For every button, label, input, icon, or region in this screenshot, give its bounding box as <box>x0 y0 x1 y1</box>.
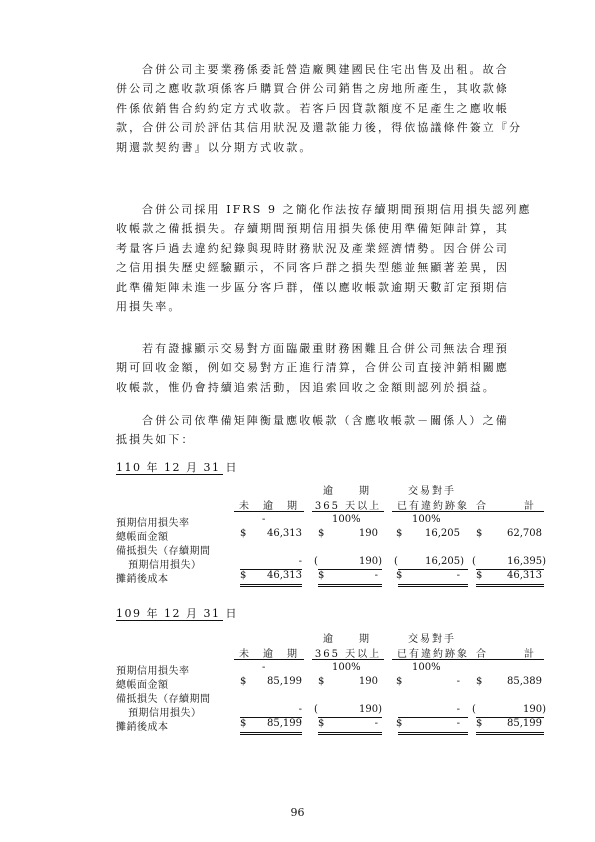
currency-sign: $ <box>318 676 325 687</box>
row-label: 備抵損失（存續期間 <box>116 546 211 557</box>
header-underline <box>234 511 304 512</box>
total-double-underline <box>240 584 302 587</box>
cell-not-overdue: 85,199 <box>267 676 302 687</box>
total-double-underline <box>476 584 544 587</box>
cell-overdue: - <box>374 570 378 581</box>
currency-sign: $ <box>318 528 325 539</box>
paragraph-line: 期可回收金額，例如交易對方正進行清算，合併公司直接沖銷相關應 <box>116 361 509 375</box>
cell-overdue: - <box>374 718 378 729</box>
paragraph-line: 抵損失如下： <box>116 433 195 447</box>
column-header-overdue-top: 逾 期 <box>323 486 371 497</box>
credit-loss-table-2020 <box>116 630 546 740</box>
total-double-underline <box>318 732 382 735</box>
header-underline <box>234 659 304 660</box>
paragraph-line: 之信用損失歷史經驗顯示，不同客戶群之損失型態並無顯著差異，因 <box>116 261 509 275</box>
table-row <box>116 570 546 584</box>
column-header-not-overdue: 未 逾 期 <box>239 649 299 660</box>
cell-not-overdue: - <box>262 514 266 525</box>
column-header-total: 合 計 <box>476 501 536 512</box>
currency-sign: $ <box>476 570 483 581</box>
cell-counterparty: 100% <box>412 514 441 525</box>
table-row <box>116 676 546 690</box>
table-date-heading: 110 年 12 月 31 日 <box>116 461 238 474</box>
currency-sign: $ <box>240 570 247 581</box>
cell-not-overdue: - <box>298 556 302 567</box>
paragraph-line: 此準備矩陣未進一步區分客戶群，僅以應收帳款逾期天數訂定預期信 <box>116 280 509 294</box>
page-number: 96 <box>290 806 305 819</box>
currency-sign: $ <box>396 528 403 539</box>
row-label: 攤銷後成本 <box>116 722 169 733</box>
paragraph-1 <box>116 60 540 157</box>
cell-overdue: 100% <box>332 662 361 673</box>
table-row <box>116 662 546 676</box>
paragraph-line: 合併公司依準備矩陣衡量應收帳款（含應收帳款－關係人）之備 <box>142 414 509 427</box>
cell-total: 190) <box>523 704 546 715</box>
table-row <box>116 528 546 542</box>
paragraph-line: 收帳款，惟仍會持續追索活動，因追索回收之金額則認列於損益。 <box>116 380 496 394</box>
cell-total: 85,199 <box>507 718 542 729</box>
open-paren: ( <box>472 556 476 567</box>
currency-sign: $ <box>318 718 325 729</box>
paragraph-line: 用損失率。 <box>116 300 182 314</box>
column-header-total: 合 計 <box>476 649 536 660</box>
header-underline <box>392 511 474 512</box>
heading-underline <box>116 620 223 621</box>
row-label: 攤銷後成本 <box>116 574 169 585</box>
row-label: 備抵損失（存續期間 <box>116 694 211 705</box>
header-underline <box>312 511 384 512</box>
paragraph-line: 合併公司主要業務係委託營造廠興建國民住宅出售及出租。故合 <box>142 63 509 76</box>
table-row <box>116 514 546 528</box>
table-row <box>116 556 546 570</box>
row-label: 總帳面金額 <box>116 532 169 543</box>
open-paren: ( <box>472 704 476 715</box>
open-paren: ( <box>394 556 398 567</box>
table-row <box>116 704 546 718</box>
cell-counterparty: - <box>456 676 460 687</box>
cell-not-overdue: 85,199 <box>267 718 302 729</box>
cell-counterparty: 16,205 <box>425 528 460 539</box>
cell-total: 46,313 <box>507 570 542 581</box>
total-double-underline <box>476 732 544 735</box>
cell-overdue: 190 <box>358 676 378 687</box>
cell-not-overdue: - <box>262 662 266 673</box>
open-paren: ( <box>314 704 318 715</box>
currency-sign: $ <box>396 676 403 687</box>
column-header-not-overdue: 未 逾 期 <box>239 501 299 512</box>
currency-sign: $ <box>240 676 247 687</box>
column-header-counterparty-top: 交易對手 <box>408 634 456 645</box>
header-underline <box>470 659 544 660</box>
paragraph-line: 件係依銷售合約約定方式收款。若客戶因貸款額度不足產生之應收帳 <box>116 101 509 115</box>
cell-total: 16,395) <box>507 556 546 567</box>
currency-sign: $ <box>396 570 403 581</box>
currency-sign: $ <box>476 676 483 687</box>
row-label: 總帳面金額 <box>116 680 169 691</box>
column-header-counterparty-top: 交易對手 <box>408 486 456 497</box>
cell-counterparty: 100% <box>412 662 441 673</box>
cell-not-overdue: 46,313 <box>267 570 302 581</box>
paragraph-line: 合併公司採用 IFRS 9 之簡化作法按存續期間預期信用損失認列應 <box>142 203 532 216</box>
currency-sign: $ <box>476 718 483 729</box>
column-header-counterparty-bottom: 已有違約跡象 <box>397 649 469 660</box>
paragraph-line: 併公司之應收款項係客戶購買合併公司銷售之房地所產生，其收款條 <box>116 82 509 96</box>
total-double-underline <box>398 584 468 587</box>
paragraph-2 <box>116 200 540 316</box>
table-row <box>116 542 546 556</box>
header-underline <box>392 659 474 660</box>
paragraph-4 <box>116 411 540 450</box>
total-double-underline <box>318 584 382 587</box>
currency-sign: $ <box>318 570 325 581</box>
header-underline <box>312 659 384 660</box>
paragraph-line: 款，合併公司於評估其信用狀況及還款能力後，得依協議條件簽立『分 <box>116 121 523 135</box>
cell-total: 62,708 <box>507 528 542 539</box>
column-header-overdue-bottom: 365 天以上 <box>314 501 382 512</box>
row-label: 預期信用損失率 <box>116 518 190 529</box>
open-paren: ( <box>314 556 318 567</box>
cell-overdue: 190 <box>358 528 378 539</box>
currency-sign: $ <box>476 528 483 539</box>
total-double-underline <box>398 732 468 735</box>
column-header-overdue-bottom: 365 天以上 <box>314 649 382 660</box>
table-row <box>116 718 546 732</box>
cell-counterparty: - <box>456 570 460 581</box>
cell-overdue: 100% <box>332 514 361 525</box>
paragraph-line: 若有證據顯示交易對方面臨嚴重財務困難且合併公司無法合理預 <box>142 342 509 355</box>
cell-overdue: 190) <box>359 704 382 715</box>
paragraph-line: 考量客戶過去違約紀錄與現時財務狀況及產業經濟情勢。因合併公司 <box>116 241 509 255</box>
paragraph-line: 期還款契約書』以分期方式收款。 <box>116 140 313 154</box>
credit-loss-table-2021 <box>116 482 546 592</box>
currency-sign: $ <box>240 528 247 539</box>
row-label: 預期信用損失率 <box>116 666 190 677</box>
header-underline <box>470 511 544 512</box>
heading-underline <box>116 474 223 475</box>
column-header-overdue-top: 逾 期 <box>323 634 371 645</box>
cell-not-overdue: 46,313 <box>267 528 302 539</box>
cell-counterparty: - <box>456 718 460 729</box>
cell-not-overdue: - <box>298 704 302 715</box>
cell-counterparty: - <box>456 704 460 715</box>
row-label: 預期信用損失） <box>128 560 202 571</box>
currency-sign: $ <box>396 718 403 729</box>
cell-counterparty: 16,205) <box>425 556 464 567</box>
column-header-counterparty-bottom: 已有違約跡象 <box>397 501 469 512</box>
total-double-underline <box>240 732 302 735</box>
paragraph-3 <box>116 339 540 397</box>
row-label: 預期信用損失） <box>128 708 202 719</box>
table-row <box>116 690 546 704</box>
currency-sign: $ <box>240 718 247 729</box>
paragraph-line: 收帳款之備抵損失。存續期間預期信用損失係使用準備矩陣計算，其 <box>116 222 509 236</box>
cell-total: 85,389 <box>507 676 542 687</box>
cell-overdue: 190) <box>359 556 382 567</box>
table-date-heading: 109 年 12 月 31 日 <box>116 607 238 620</box>
